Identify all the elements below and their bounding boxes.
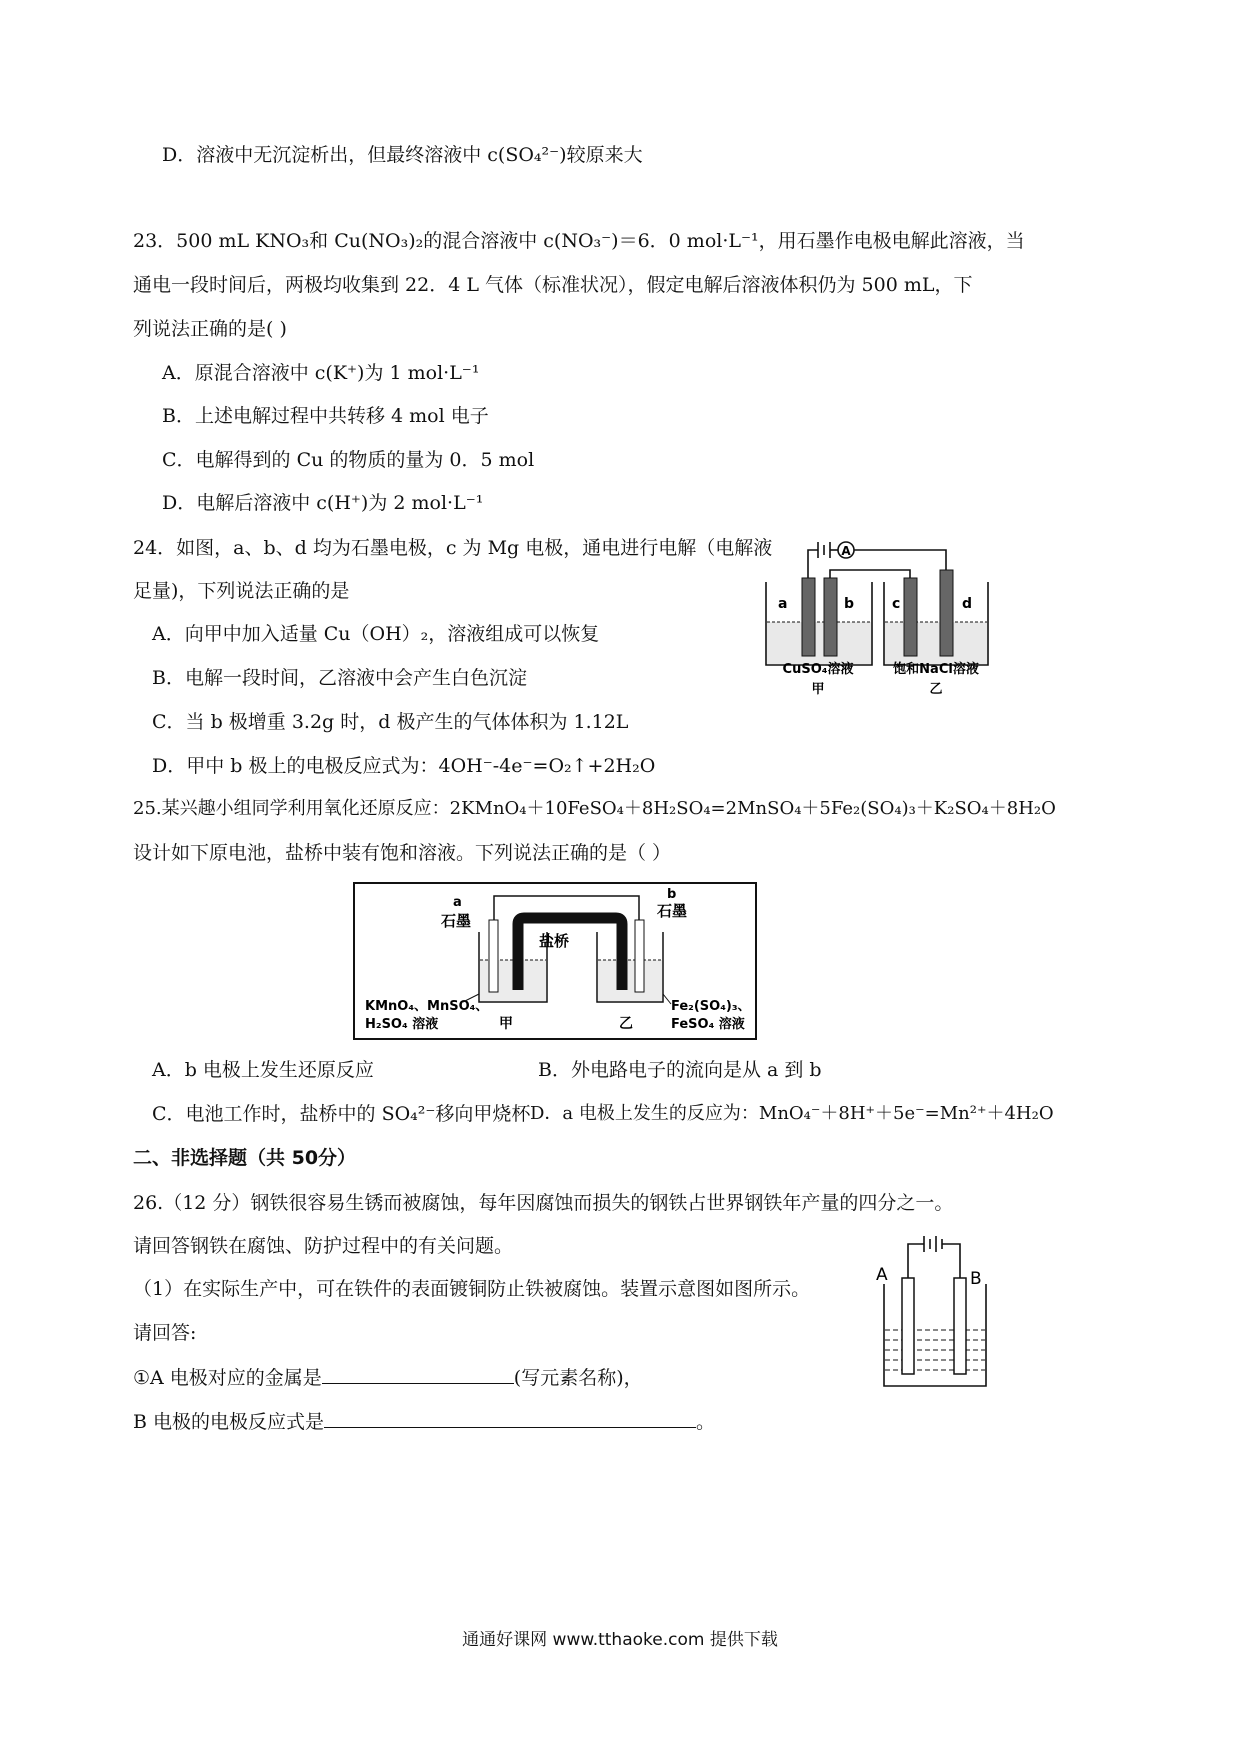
electrode-a — [802, 578, 815, 656]
beaker-name-left: 甲 — [811, 682, 825, 697]
q26-b-prompt: B 电极的电极反应式是 — [133, 1411, 325, 1433]
q26-a-suffix: (写元素名称)， — [513, 1367, 643, 1389]
q24-stem-line2: 足量)，下列说法正确的是 — [133, 580, 350, 602]
q26-question-b-reaction — [133, 1407, 715, 1435]
electrode-a-graphite — [489, 920, 498, 992]
q23-option-d: D．电解后溶液中 c(H⁺)为 2 mol·L⁻¹ — [162, 492, 484, 514]
q25-option-c: C．电池工作时，盐桥中的 SO₄²⁻移向甲烧杯 — [152, 1103, 531, 1125]
q26-electroplating-figure — [870, 1230, 1000, 1392]
label-graphite-right: 石墨 — [657, 902, 688, 920]
q24-stem-line1: 24．如图，a、b、d 均为石墨电极，c 为 Mg 电极，通电进行电解（电解液 — [133, 537, 773, 559]
q26-part1-line: （1）在实际生产中，可在铁件的表面镀铜防止铁被腐蚀。装置示意图如图所示。 — [133, 1278, 811, 1300]
q24-option-b: B．电解一段时间，乙溶液中会产生白色沉淀 — [152, 667, 527, 689]
answer-blank-b-reaction[interactable] — [324, 1407, 696, 1428]
label-left-solution-2: H₂SO₄ 溶液 — [365, 1017, 439, 1032]
q26-b-suffix: 。 — [696, 1411, 716, 1433]
q23-stem-line2: 通电一段时间后，两极均收集到 22．4 L 气体（标准状况），假定电解后溶液体积仍为 500 mL，下 — [133, 274, 973, 296]
label-graphite-left: 石墨 — [441, 912, 472, 930]
page-footer: 通通好课网 www.tthaoke.com 提供下载 — [462, 1630, 778, 1650]
q24-electrolysis-figure — [760, 530, 1000, 700]
q25-stem-line2: 设计如下原电池，盐桥中装有饱和溶液。下列说法正确的是（ ） — [133, 842, 672, 864]
q23-stem-line3: 列说法正确的是( ) — [133, 318, 287, 340]
label-jia: 甲 — [499, 1016, 513, 1032]
q26-please-answer: 请回答: — [133, 1322, 197, 1344]
q24-option-a: A．向甲中加入适量 Cu（OH）₂，溶液组成可以恢复 — [152, 623, 600, 645]
q26-stem-line2: 请回答钢铁在腐蚀、防护过程中的有关问题。 — [133, 1235, 514, 1257]
q26-question-a-metal — [133, 1363, 643, 1391]
ammeter-symbol: A — [841, 544, 851, 558]
electrode-c — [904, 578, 917, 656]
label-yi: 乙 — [619, 1016, 633, 1032]
electrode-B — [954, 1278, 966, 1374]
label-A: A — [876, 1265, 888, 1285]
q26-a-prompt: ①A 电极对应的金属是 — [133, 1367, 322, 1389]
label-B: B — [970, 1269, 982, 1289]
q25-galvanic-cell-figure — [353, 882, 757, 1040]
electrode-b — [824, 578, 837, 656]
section-heading: 二、非选择题（共 50分） — [133, 1147, 357, 1169]
label-salt-bridge: 盐桥 — [539, 932, 570, 950]
q23-option-a: A．原混合溶液中 c(K⁺)为 1 mol·L⁻¹ — [162, 362, 480, 384]
solution-label-right: 饱和NaCl溶液 — [893, 662, 979, 677]
q25-option-b: B．外电路电子的流向是从 a 到 b — [538, 1059, 822, 1081]
q25-option-a: A．b 电极上发生还原反应 — [152, 1059, 374, 1081]
q25-option-d: D．a 电极上发生的反应为：MnO₄⁻＋8H⁺＋5e⁻=Mn²⁺＋4H₂O — [530, 1103, 1054, 1124]
label-a: a — [453, 895, 462, 910]
label-b: b — [667, 887, 677, 902]
solution-label-left: CuSO₄溶液 — [782, 662, 854, 677]
label-right-solution-1: Fe₂(SO₄)₃、 — [671, 999, 751, 1014]
label-left-solution-1: KMnO₄、MnSO₄、 — [365, 999, 489, 1014]
electrode-label-d: d — [962, 596, 973, 612]
electrode-label-c: c — [892, 596, 901, 612]
q22-option-d: D．溶液中无沉淀析出，但最终溶液中 c(SO₄²⁻)较原来大 — [162, 144, 643, 166]
q23-option-c: C．电解得到的 Cu 的物质的量为 0．5 mol — [162, 449, 535, 471]
q25-stem-line1: 25.某兴趣小组同学利用氧化还原反应：2KMnO₄＋10FeSO₄＋8H₂SO₄=2MnSO₄＋5Fe₂(SO₄)₃＋K₂SO₄＋8H₂O — [133, 798, 1056, 819]
electrode-label-a: a — [778, 596, 788, 612]
q23-option-b: B．上述电解过程中共转移 4 mol 电子 — [162, 405, 489, 427]
answer-blank-a-metal[interactable] — [322, 1363, 514, 1384]
label-right-solution-2: FeSO₄ 溶液 — [671, 1017, 745, 1032]
beaker-name-right: 乙 — [929, 682, 943, 697]
q24-option-d: D．甲中 b 极上的电极反应式为：4OH⁻-4e⁻=O₂↑+2H₂O — [152, 755, 656, 777]
electrode-label-b: b — [844, 596, 855, 612]
electrode-b-graphite — [635, 920, 644, 992]
q23-stem-line1: 23．500 mL KNO₃和 Cu(NO₃)₂的混合溶液中 c(NO₃⁻)＝6．0 mol·L⁻¹，用石墨作电极电解此溶液，当 — [133, 230, 1025, 252]
electrode-d — [940, 570, 953, 656]
q26-stem-line1: 26.（12 分）钢铁很容易生锈而被腐蚀，每年因腐蚀而损失的钢铁占世界钢铁年产量的四分之一。 — [133, 1192, 954, 1214]
q24-option-c: C．当 b 极增重 3.2g 时，d 极产生的气体体积为 1.12L — [152, 711, 629, 733]
electrode-A — [902, 1278, 914, 1374]
